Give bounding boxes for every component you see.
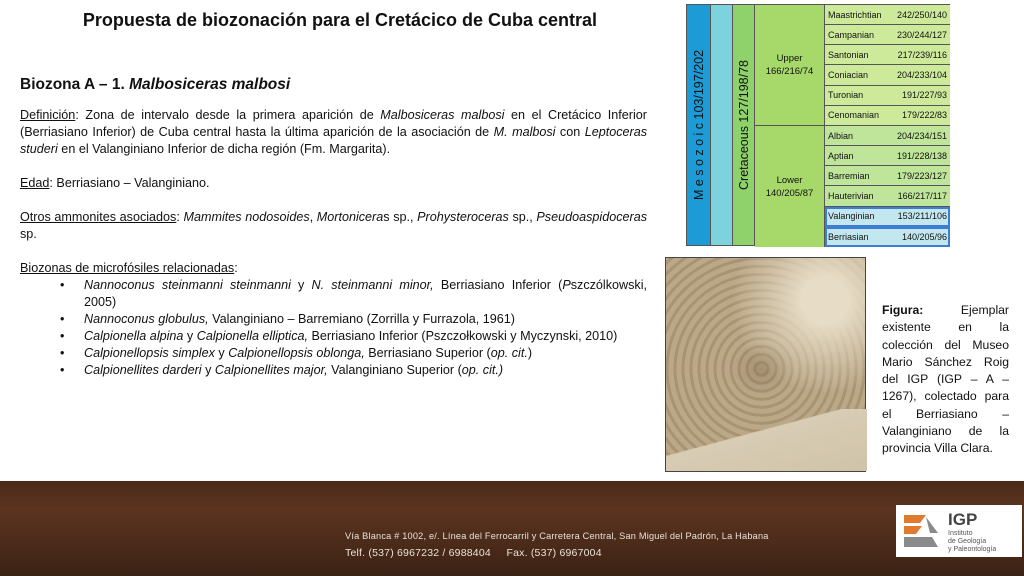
related-biozones-heading [20, 260, 647, 277]
other-ammonites-species-4: Pseudoaspidoceras [536, 210, 648, 224]
stage-row: Campanian 230/244/127 [825, 25, 950, 45]
definition-paragraph [20, 107, 647, 158]
other-ammonites-species-3: Prohysteroceras [417, 210, 509, 224]
other-ammonites-paragraph [20, 209, 647, 243]
slide-title: Propuesta de biozonación para el Cretácico de Cuba central [82, 10, 598, 30]
list-item: • Nannoconus globulus, Valanginiano – Barremiano (Zorrilla y Furrazola, 1961) [20, 311, 647, 328]
period-column [733, 5, 755, 245]
igp-logo [896, 505, 1022, 557]
definition-species-3: Leptoceras studeri [20, 125, 647, 156]
figure-caption [882, 302, 1009, 458]
empty-column [711, 5, 733, 245]
list-item: • Calpionellites darderi y Calpionellites major, Valanginiano Superior (op. cit.) [20, 362, 647, 379]
stage-row: Hauterivian 166/217/117 [825, 186, 950, 206]
period-label: Cretaceous 127/198/78 [736, 60, 751, 190]
stratigraphic-chart [686, 4, 950, 246]
other-ammonites-text-4: sp., [508, 210, 537, 224]
stage-row: Barremian 179/223/127 [825, 166, 950, 186]
era-label: M e s o z o i c 103/197/202 [691, 49, 706, 201]
other-ammonites-text-1: : [176, 210, 184, 224]
definition-species-1: Malbosiceras malbosi [380, 108, 505, 122]
other-ammonites-text-5: sp. [20, 227, 37, 241]
stage-row: Santonian 217/239/116 [825, 45, 950, 65]
stage-row: Maastrichtian 242/250/140 [825, 5, 950, 25]
epoch-lower [755, 126, 825, 247]
list-item: • Nannoconus steinmanni steinmanni y N. steinmanni minor, Berriasiano Inferior (Pszczólkowski, 2005) [20, 277, 647, 311]
stage-row-highlighted: Valanginian 153/211/106 [825, 207, 950, 227]
related-biozones-label: Biozonas de microfósiles relacionadas [20, 261, 235, 275]
stage-row: Aptian 191/228/138 [825, 146, 950, 166]
epoch-upper-name: Upper [776, 53, 803, 64]
footer-phones: Telf. (537) 6967232 / 6988404 Fax. (537) 6967004 [345, 547, 602, 559]
biozone-heading-prefix: Biozona A – 1. [20, 76, 130, 93]
igp-logo-icon [902, 513, 940, 549]
definition-text-2: en el Cretácico Inferior (Berriasiano Inferior) de Cuba central hasta la última aparición de la asociación de [20, 108, 647, 139]
age-value: : Berriasiano – Valanginiano. [49, 176, 210, 190]
other-ammonites-text-2: , [309, 210, 317, 224]
logo-name: IGP [948, 510, 978, 529]
footer-address: Vía Blanca # 1002, e/. Línea del Ferrocarril y Carretera Central, San Miguel del Padrón, La Habana [345, 531, 769, 541]
stage-row: Albian 204/234/151 [825, 126, 950, 146]
definition-species-2: M. malbosi [493, 125, 556, 139]
stage-row-highlighted: Berriasian 140/205/96 [825, 227, 950, 247]
stage-row: Turonian 191/227/93 [825, 86, 950, 106]
footer [0, 481, 1024, 576]
main-content [20, 76, 647, 379]
figure-label: Figura: [882, 303, 924, 317]
definition-text-4: en el Valanginiano Inferior de dicha región (Fm. Margarita). [57, 142, 391, 156]
epoch-upper [755, 5, 825, 126]
other-ammonites-species-2: Mortonicera [316, 210, 384, 224]
definition-label: Definición [20, 108, 76, 122]
definition-text-3: con [555, 125, 585, 139]
epoch-lower-name: Lower [776, 174, 803, 186]
other-ammonites-species-1: Mammites nodosoides [183, 210, 310, 224]
age-paragraph [20, 175, 647, 192]
other-ammonites-label: Otros ammonites asociados [20, 210, 177, 224]
definition-text-1: : Zona de intervalo desde la primera aparición de [75, 108, 381, 122]
related-biozones-list [20, 277, 647, 379]
list-item: • Calpionella alpina y Calpionella elliptica, Berriasiano Inferior (Pszczołkowski y Myczynski, 2010) [20, 328, 647, 345]
logo-subtitle: Instituto de Geología y Paleontología [948, 530, 997, 553]
figure-text: Ejemplar existente en la colección del Museo Mario Sánchez Roig del IGP (IGP – A – 1267), colectado para el Berriasiano – Valanginiano de la provincia Villa Clara. [882, 303, 1009, 456]
biozone-heading-species: Malbosiceras malbosi [129, 76, 291, 93]
stage-row: Cenomanian 179/222/83 [825, 106, 950, 126]
stage-row: Coniacian 204/233/104 [825, 65, 950, 85]
fossil-photo [665, 257, 866, 472]
epoch-upper-code: 166/216/74 [765, 66, 814, 77]
age-label: Edad [20, 176, 50, 190]
era-column [687, 5, 711, 245]
biozone-heading [20, 76, 647, 93]
stage-column [825, 5, 950, 245]
other-ammonites-text-3: s sp., [383, 210, 418, 224]
related-biozones-colon: : [234, 261, 238, 275]
epoch-lower-code: 140/205/87 [765, 187, 814, 199]
list-item: • Calpionellopsis simplex y Calpionellopsis oblonga, Berriasiano Superior (op. cit.) [20, 345, 647, 362]
